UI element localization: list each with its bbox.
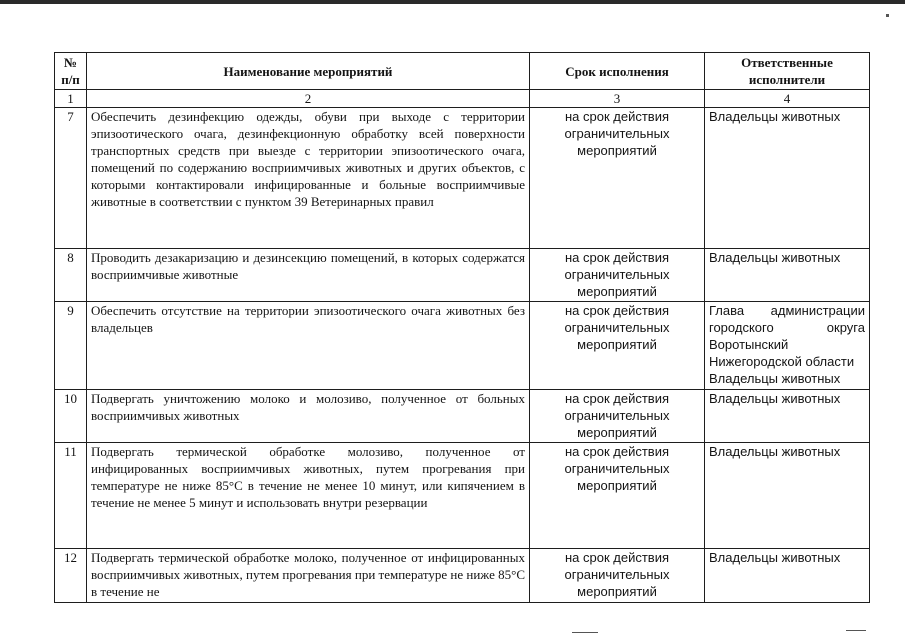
measure-responsible: Владельцы животных xyxy=(705,390,870,443)
measure-name: Подвергать термической обработке молоко, полученное от инфицированных восприимчивых животных, путем прогревания при температуре не ниже 85°С в течение не xyxy=(87,549,530,603)
measure-term: на срок действия ограничительных мероприятий xyxy=(530,108,705,249)
row-number: 7 xyxy=(55,108,87,249)
measure-responsible: Владельцы животных xyxy=(705,249,870,302)
responsible-line: Глава администрации xyxy=(709,303,865,318)
measure-name: Подвергать уничтожению молоко и молозиво, полученное от больных восприимчивых животных xyxy=(87,390,530,443)
measure-name: Подвергать термической обработке молозиво, полученное от инфицированных восприимчивых животных, путем прогревания при температуре не ниже 85°С в течение не менее 10 минут, или кипячением в течение не менее 5 минут и использовать внутри резервации xyxy=(87,443,530,549)
measure-responsible: Владельцы животных xyxy=(705,443,870,549)
row-number: 11 xyxy=(55,443,87,549)
row-number: 9 xyxy=(55,302,87,390)
measure-responsible: Владельцы животных xyxy=(705,108,870,249)
table-row xyxy=(55,302,870,390)
measure-responsible: Владельцы животных xyxy=(705,549,870,603)
row-number: 8 xyxy=(55,249,87,302)
responsible-line: Владельцы животных xyxy=(709,371,841,386)
measure-term: на срок действия ограничительных мероприятий xyxy=(530,302,705,390)
header-responsible: Ответственные исполнители xyxy=(705,53,870,90)
scan-speck xyxy=(572,632,598,633)
column-number: 4 xyxy=(705,90,870,108)
column-number: 2 xyxy=(87,90,530,108)
column-number: 1 xyxy=(55,90,87,108)
column-number-row xyxy=(55,90,870,108)
measure-name: Проводить дезакаризацию и дезинсекцию помещений, в которых содержатся восприимчивые животные xyxy=(87,249,530,302)
measure-term: на срок действия ограничительных мероприятий xyxy=(530,549,705,603)
measure-name: Обеспечить отсутствие на территории эпизоотического очага животных без владельцев xyxy=(87,302,530,390)
scan-speck xyxy=(886,14,889,17)
responsible-line: Нижегородской области xyxy=(709,354,855,369)
header-term: Срок исполнения xyxy=(530,53,705,90)
row-number: 12 xyxy=(55,549,87,603)
table-row xyxy=(55,549,870,603)
measure-term: на срок действия ограничительных мероприятий xyxy=(530,390,705,443)
table-row xyxy=(55,443,870,549)
header-name: Наименование мероприятий xyxy=(87,53,530,90)
measure-term: на срок действия ограничительных мероприятий xyxy=(530,443,705,549)
table-row xyxy=(55,390,870,443)
measures-table xyxy=(54,52,870,603)
table-header-row xyxy=(55,53,870,90)
table-row xyxy=(55,249,870,302)
measure-term: на срок действия ограничительных мероприятий xyxy=(530,249,705,302)
scan-top-edge xyxy=(0,0,905,4)
responsible-line: городского округа xyxy=(709,320,865,335)
table-row xyxy=(55,108,870,249)
row-number: 10 xyxy=(55,390,87,443)
header-number: № п/п xyxy=(55,53,87,90)
measure-responsible xyxy=(705,302,870,390)
measure-name: Обеспечить дезинфекцию одежды, обуви при выходе с территории эпизоотического очага, дезинфекционную обработку всей поверхности транспортных средств при выезде с территории эпизоотического очага, помещений по содержанию восприимчивых животных и других объектов, с которыми контактировали инфицированные и больные восприимчивые животные в соответствии с пунктом 39 Ветеринарных правил xyxy=(87,108,530,249)
column-number: 3 xyxy=(530,90,705,108)
scan-speck xyxy=(846,630,866,631)
responsible-line: Воротынский xyxy=(709,337,789,352)
